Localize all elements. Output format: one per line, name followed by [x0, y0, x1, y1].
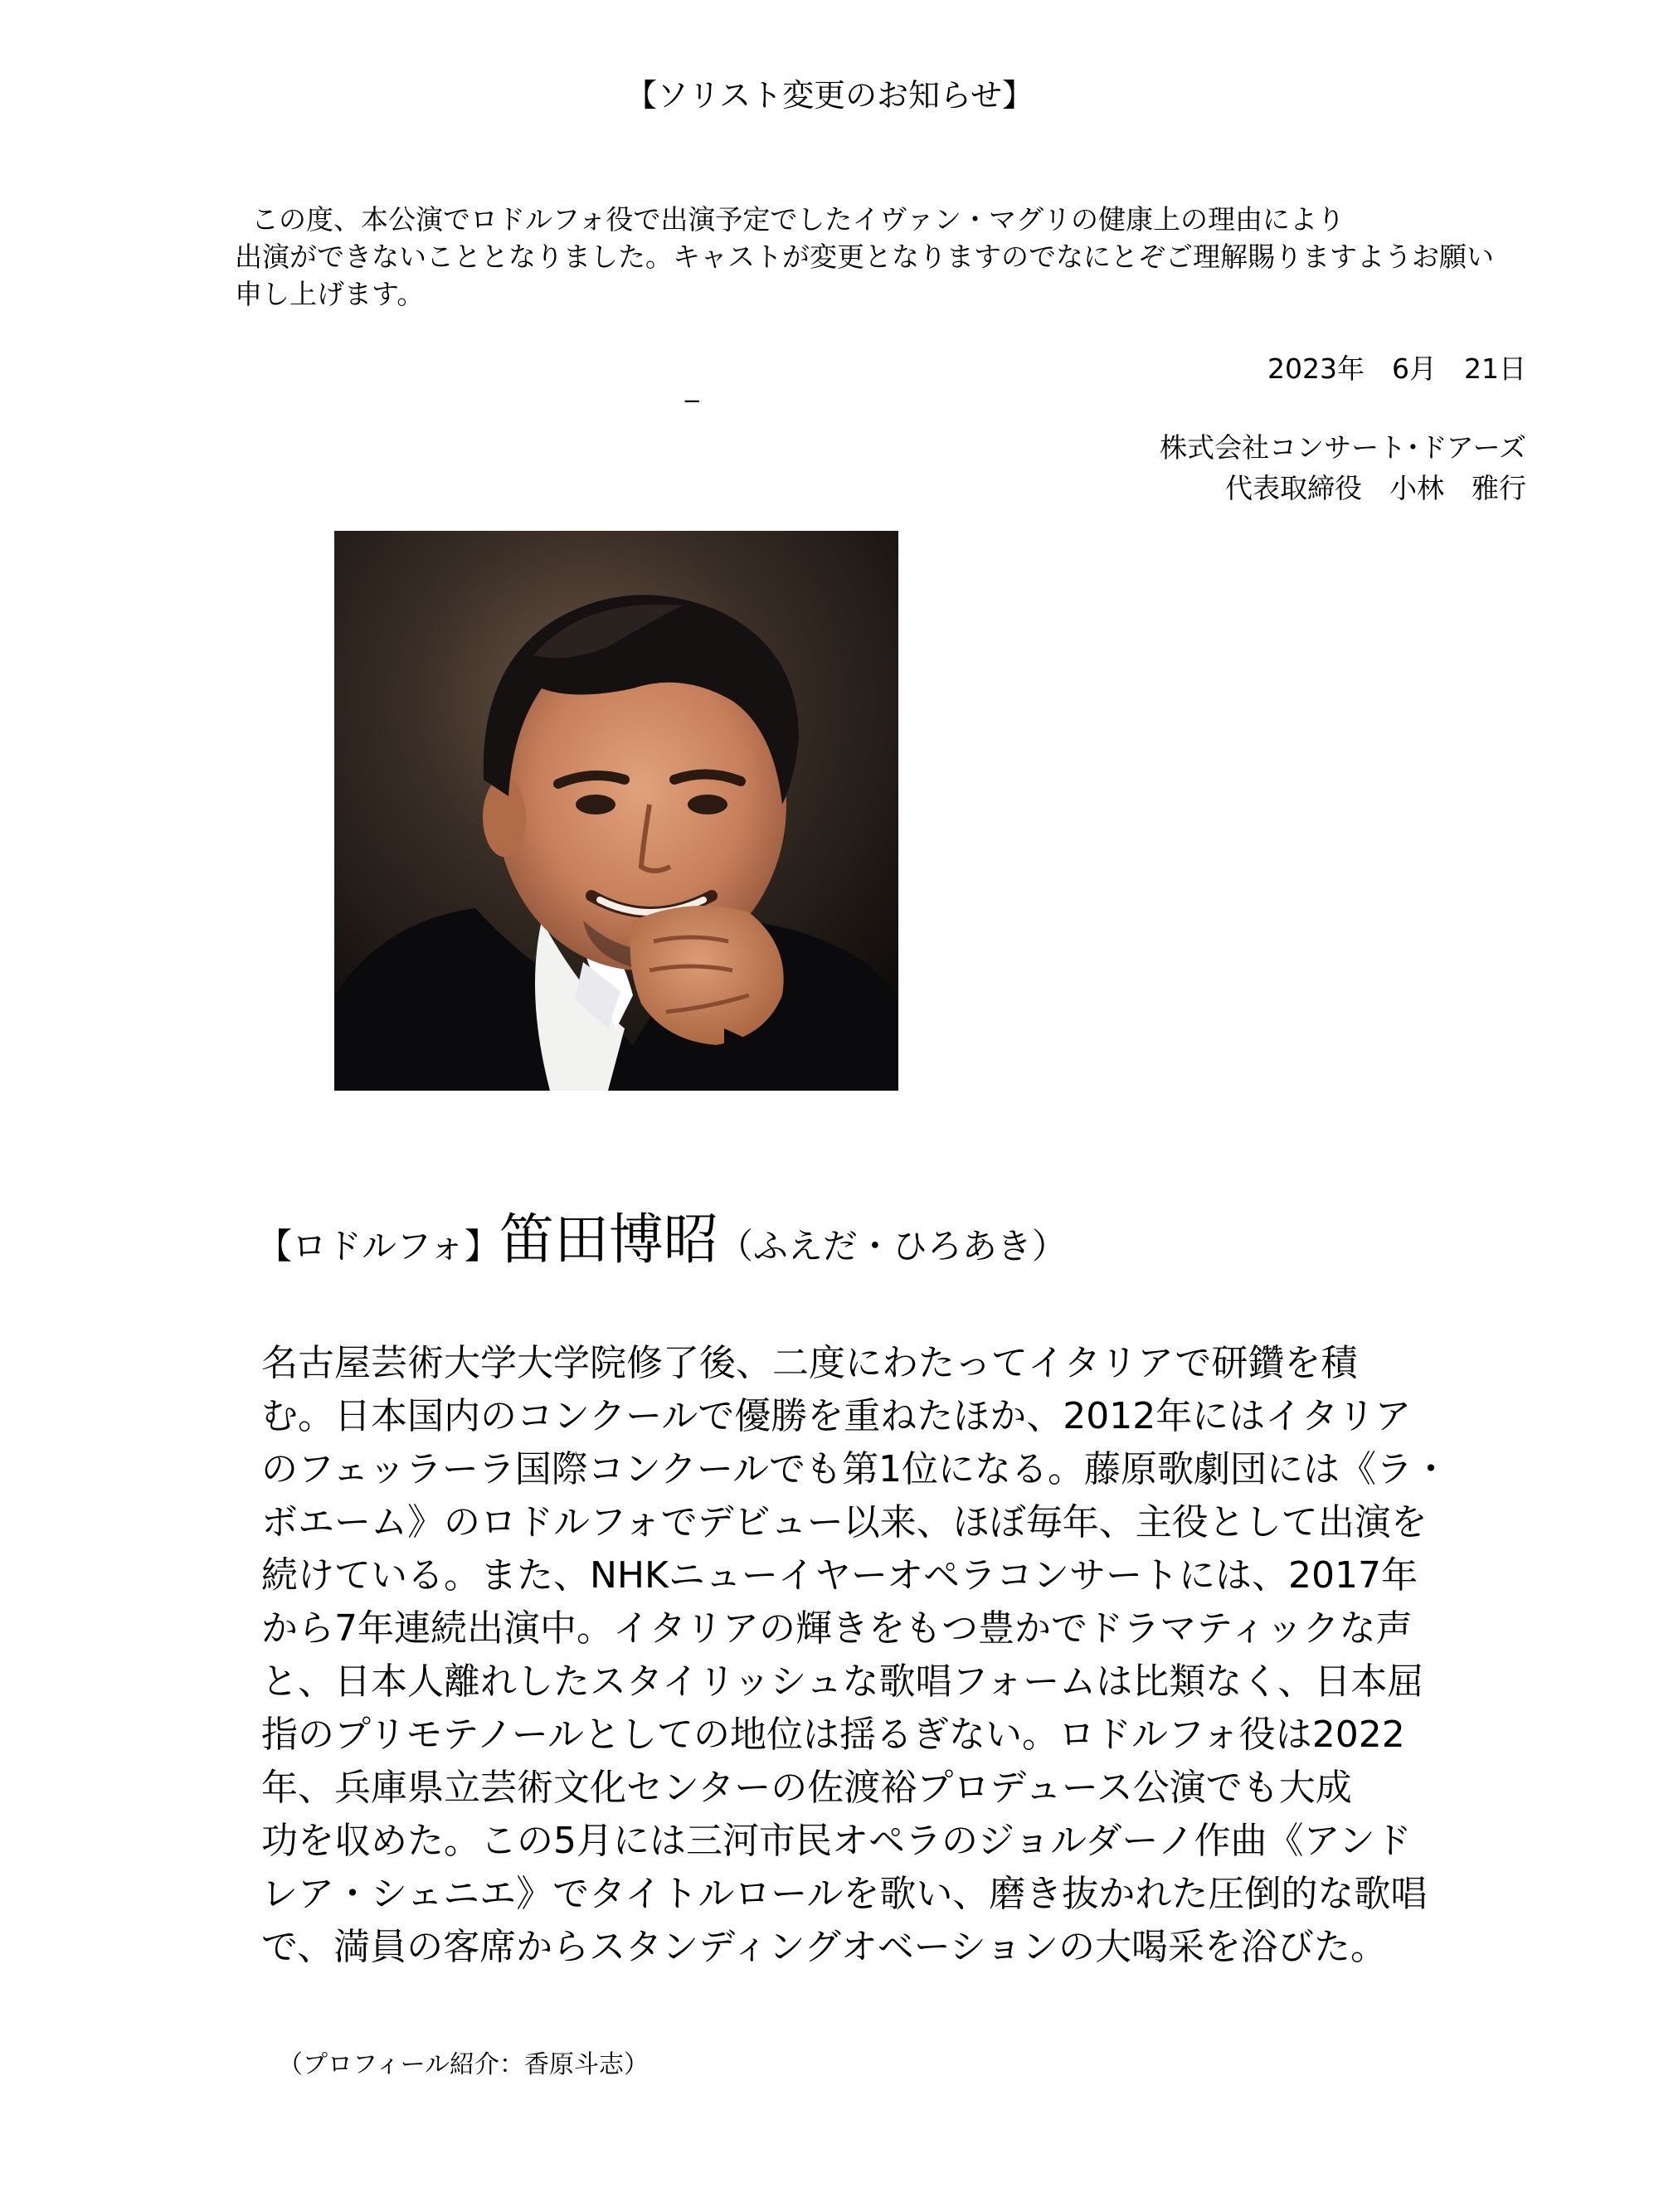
portrait-illustration	[334, 531, 898, 1091]
notice-title: 【ソリスト変更のお知らせ】	[625, 77, 1034, 114]
profile-name: 笛田博昭	[499, 1208, 718, 1271]
notice-signature	[1160, 427, 1526, 508]
profile-bio-line: む。日本国内のコンクールで優勝を重ねたほか、2012年にはイタリア	[261, 1395, 1412, 1437]
profile-bio-line: 年、兵庫県立芸術文化センターの佐渡裕プロデュース公演でも大成	[261, 1767, 1352, 1809]
profile-bio-line: で、満員の客席からスタンディングオベーションの大喝采を浴びた。	[261, 1926, 1387, 1968]
profile-bio-line: 名古屋芸術大学大学院修了後、二度にわたってイタリアで研鑽を積	[261, 1342, 1358, 1384]
notice-body-line: 申し上げます。	[235, 278, 425, 310]
profile-role: 【ロドルフォ】	[257, 1226, 499, 1266]
profile-bio-line: 功を収めた。この5月には三河市民オペラのジョルダーノ作曲《アンド	[261, 1820, 1412, 1862]
portrait-photo	[334, 531, 898, 1091]
notice-body	[235, 201, 1529, 313]
profile-reading: （ふえだ・ひろあき）	[718, 1226, 1067, 1266]
profile-bio-line: 続けている。また、NHKニューイヤーオペラコンサートには、2017年	[261, 1554, 1418, 1597]
notice-date: 2023年 6月 21日	[1267, 352, 1526, 385]
profile-bio-line: と、日本人離れしたスタイリッシュな歌唱フォームは比類なく、日本屈	[261, 1660, 1424, 1703]
profile-bio-line: のフェッラーラ国際コンクールでも第1位になる。藤原歌劇団には《ラ・	[261, 1448, 1450, 1490]
notice-body-line: 出演ができないこととなりました。キャストが変更となりますのでなにとぞご理解賜りますようお願い	[235, 241, 1494, 273]
stray-mark: _	[685, 370, 699, 402]
profile-credit: （プロフィール紹介：香原斗志）	[278, 2050, 649, 2079]
company-name: 株式会社コンサート･ドアーズ	[1160, 431, 1526, 464]
profile-bio-line: 指のプリモテノールとしての地位は揺るぎない。ロドルフォ役は2022	[261, 1714, 1405, 1756]
profile-bio-line: から7年連続出演中。イタリアの輝きをもつ豊かでドラマティックな声	[261, 1607, 1413, 1650]
profile-bio-line: レア・シェニエ》でタイトルロールを歌い、磨き抜かれた圧倒的な歌唱	[261, 1873, 1428, 1915]
profile-bio	[261, 1337, 1489, 1974]
profile-heading	[257, 1207, 1067, 1287]
profile-bio-line: ボエーム》のロドルフォでデビュー以来、ほぼ毎年、主役として出演を	[261, 1501, 1428, 1544]
notice-body-line: この度、本公演でロドルフォ役で出演予定でしたイヴァン・マグリの健康上の理由により	[251, 203, 1345, 236]
representative-name: 代表取締役 小林 雅行	[1225, 472, 1526, 504]
